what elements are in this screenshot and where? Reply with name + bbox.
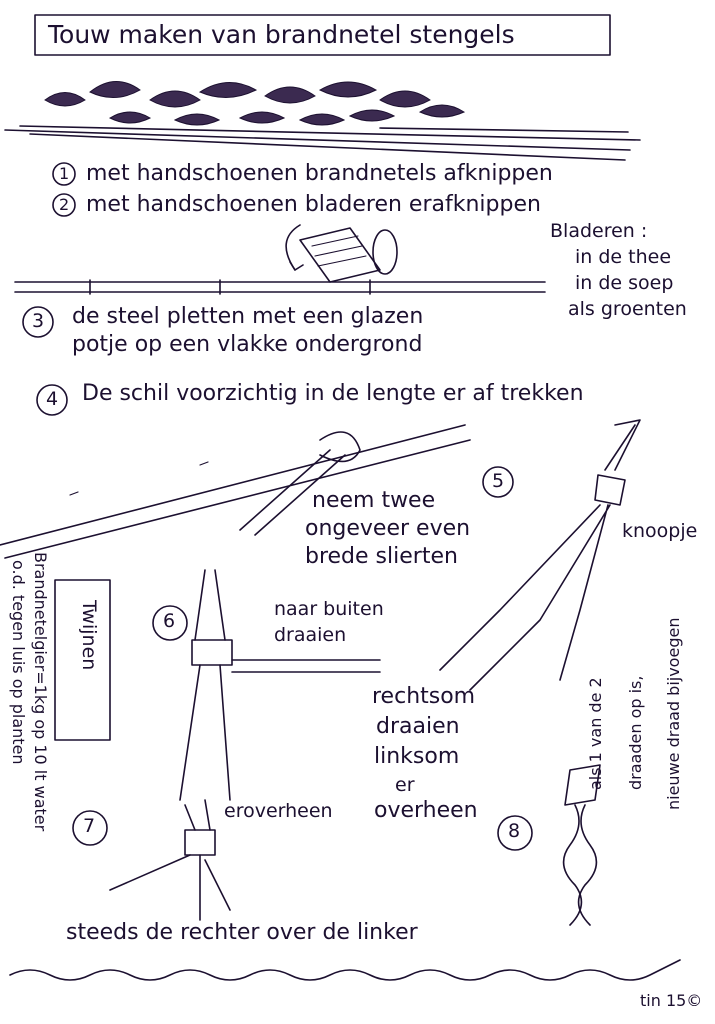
step-8-number: 8 bbox=[508, 820, 521, 842]
step-7-number: 7 bbox=[83, 815, 96, 837]
bladeren-line-3: als groenten bbox=[568, 298, 687, 320]
glass-jar-drawing bbox=[286, 225, 397, 282]
step-2-text: met handschoenen bladeren erafknippen bbox=[86, 192, 541, 217]
als-line-1: als 1 van de 2 bbox=[586, 677, 605, 790]
finished-rope-drawing bbox=[10, 960, 680, 980]
neem-line-3: brede slierten bbox=[305, 544, 458, 569]
bladeren-line-1: in de thee bbox=[575, 246, 672, 268]
gier-line-1: Brandnetelgier=1kg op 10 lt water bbox=[31, 552, 50, 832]
twist-over-drawing bbox=[110, 800, 230, 920]
rechtsom-line-4: er bbox=[395, 774, 415, 796]
step-6-number: 6 bbox=[163, 610, 176, 632]
step-1-text: met handschoenen brandnetels afknippen bbox=[86, 161, 553, 186]
bladeren-heading: Bladeren : bbox=[550, 220, 648, 242]
naarbuiten-line-2: draaien bbox=[274, 624, 347, 646]
knoopje-label: knoopje bbox=[622, 520, 698, 542]
step-4-number: 4 bbox=[46, 388, 59, 410]
step-1-number: 1 bbox=[59, 164, 70, 183]
neem-line-2: ongeveer even bbox=[305, 516, 471, 541]
step-3-number: 3 bbox=[32, 310, 45, 332]
rechtsom-line-5: overheen bbox=[374, 798, 478, 823]
knot-drawing bbox=[440, 420, 640, 690]
step-4-text: De schil voorzichtig in de lengte er af trekken bbox=[82, 381, 584, 406]
rechtsom-line-1: rechtsom bbox=[372, 684, 476, 709]
nettle-bundle-drawing bbox=[5, 81, 640, 160]
als-line-2: draaden op is, bbox=[626, 675, 645, 790]
naarbuiten-line-1: naar buiten bbox=[274, 598, 384, 620]
twijnen-label: Twijnen bbox=[78, 600, 100, 671]
rechtsom-line-3: linksom bbox=[374, 744, 460, 769]
rechtsom-line-2: draaien bbox=[376, 714, 460, 739]
step-3-line-2: potje op een vlakke ondergrond bbox=[72, 332, 423, 357]
step-3-line-1: de steel pletten met een glazen bbox=[72, 304, 424, 329]
signature: tin 15© bbox=[640, 991, 703, 1010]
bladeren-line-2: in de soep bbox=[575, 272, 674, 294]
steeds-caption: steeds de rechter over de linker bbox=[66, 920, 418, 945]
als-line-3: nieuwe draad bijvoegen bbox=[664, 617, 683, 810]
step-5-number: 5 bbox=[492, 470, 505, 492]
gier-line-2: o.d. tegen luis op planten bbox=[9, 560, 28, 765]
flattened-stem-drawing bbox=[15, 280, 545, 294]
neem-line-1: neem twee bbox=[312, 488, 436, 513]
page-title: Touw maken van brandnetel stengels bbox=[48, 20, 515, 49]
step-2-number: 2 bbox=[59, 195, 70, 214]
eroverheen-label: eroverheen bbox=[224, 800, 333, 822]
